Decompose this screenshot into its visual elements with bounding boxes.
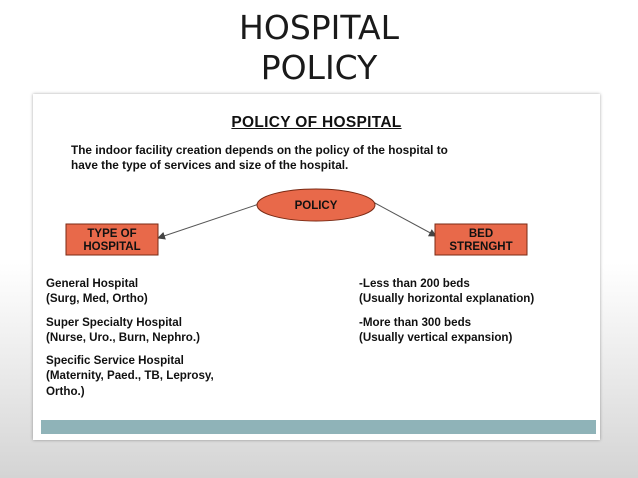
slide-title-line-2: POLICY — [260, 48, 378, 87]
hospital-type-3-detail-cont: Ortho.) — [46, 384, 85, 398]
hospital-type-1-detail: (Surg, Med, Ortho) — [46, 292, 148, 306]
slide-title-line-1: HOSPITAL — [239, 8, 399, 47]
type-of-hospital-label-line-2: HOSPITAL — [83, 241, 141, 253]
card-footer-bar — [41, 420, 596, 434]
hospital-type-3-name: Specific Service Hospital — [46, 354, 184, 368]
bed-option-1-detail: (Usually horizontal explanation) — [359, 292, 535, 306]
intro-line-1: The indoor facility creation depends on the policy of the hospital to — [71, 143, 448, 157]
bed-option-2-label: -More than 300 beds — [359, 315, 472, 329]
hospital-type-2-name: Super Specialty Hospital — [46, 315, 182, 329]
bed-option-1-label: -Less than 200 beds — [359, 277, 470, 290]
bed-strength-list — [359, 276, 534, 345]
bed-strength-label-line-1: BED — [468, 228, 494, 240]
arrow-to-bed-strength — [373, 202, 436, 236]
slide-title — [0, 8, 638, 88]
intro-line-2: have the type of services and size of the hospital. — [71, 158, 349, 172]
hospital-type-1-name: General Hospital — [46, 277, 139, 290]
hospital-type-3-detail: (Maternity, Paed., TB, Leprosy, — [46, 369, 214, 383]
policy-node-label: POLICY — [294, 200, 338, 212]
card-heading: POLICY OF HOSPITAL — [231, 114, 402, 131]
bed-strength-label-line-2: STRENGHT — [449, 241, 513, 253]
type-of-hospital-label-line-1: TYPE OF — [87, 228, 137, 240]
bed-option-2-detail: (Usually vertical expansion) — [359, 330, 513, 344]
arrow-to-type-of-hospital — [158, 204, 259, 238]
hospital-type-2-detail: (Nurse, Uro., Burn, Nephro.) — [46, 330, 200, 344]
hospital-types-list — [46, 276, 214, 399]
policy-diagram-card — [33, 94, 600, 440]
